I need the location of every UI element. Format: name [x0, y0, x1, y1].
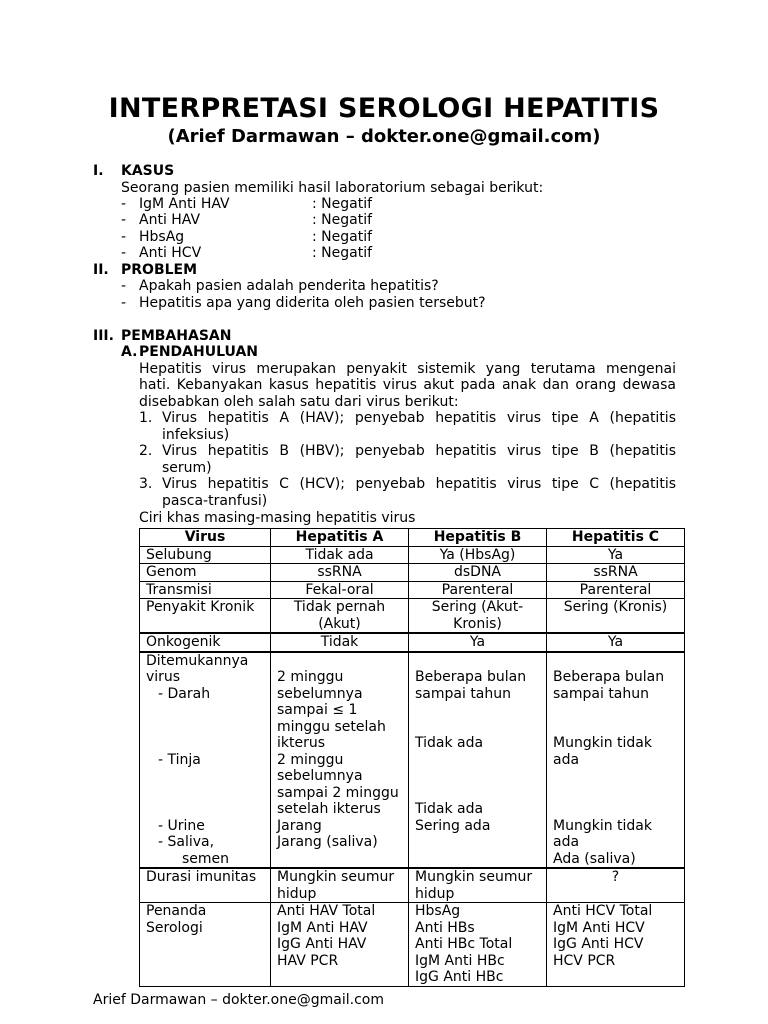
table-cell	[409, 868, 547, 903]
table-cell: Ya	[547, 546, 685, 564]
cell-line	[415, 653, 540, 670]
lab-label: HbsAg	[139, 229, 185, 245]
table-cell: dsDNA	[409, 564, 547, 582]
cell-line	[553, 653, 678, 670]
cell-line: sebelumnya	[277, 768, 363, 784]
cell-line	[553, 768, 678, 785]
row-label: Onkogenik	[140, 633, 271, 652]
document-title: INTERPRETASI SEROLOGI HEPATITIS	[108, 93, 660, 124]
table-cell: Ya	[409, 633, 547, 652]
cell-line	[146, 785, 264, 802]
cell-line: setelah ikterus	[277, 801, 381, 817]
subsection-a-heading: PENDAHULUAN	[139, 344, 258, 360]
cell-line: Mungkin seumur	[277, 869, 395, 885]
cell-line: IgG Anti HBc	[415, 969, 504, 985]
cell-line: HAV PCR	[277, 952, 339, 969]
cell-line: sampai tahun	[415, 685, 512, 702]
row-label: Genom	[140, 564, 271, 582]
cell-line: minggu setelah	[277, 718, 386, 735]
cell-line: Kronis)	[453, 615, 502, 632]
table-cell: Sering (Kronis)	[547, 599, 685, 634]
cell-line: sebelumnya	[277, 685, 363, 702]
cell-line: hidup	[277, 885, 317, 902]
cell-line: HbsAg	[415, 903, 461, 919]
cell-line: Tidak pernah	[293, 599, 386, 615]
subsection-a-number: A.	[121, 344, 138, 360]
cell-line: ada	[553, 751, 580, 768]
cell-line: Mungkin seumur	[415, 869, 533, 885]
cell-line: virus	[146, 669, 181, 685]
page-footer: Arief Darmawan – dokter.one@gmail.com	[93, 992, 384, 1008]
cell-line: IgG Anti HCV	[553, 936, 644, 952]
cell-line: - Tinja	[158, 751, 201, 768]
cell-line	[146, 801, 264, 818]
row-label: Durasi imunitas	[140, 868, 271, 903]
cell-line	[146, 702, 264, 719]
row-label: Penyakit Kronik	[140, 599, 271, 634]
cell-line	[415, 785, 540, 802]
section-1-heading: KASUS	[121, 163, 175, 179]
table-row	[140, 903, 685, 987]
row-label	[140, 652, 271, 869]
list-item-line: Virus hepatitis C (HCV); penyebab hepatitis virus tipe C (hepatitis	[162, 476, 676, 492]
cell-line: 2 minggu	[277, 669, 344, 685]
cell-line: Tidak ada	[415, 735, 484, 751]
table-row	[140, 633, 685, 652]
table-row	[140, 868, 685, 903]
section-3-number: III.	[93, 328, 114, 344]
table-cell: ssRNA	[547, 564, 685, 582]
cell-line: Beberapa bulan	[415, 669, 527, 685]
column-header: Virus	[140, 529, 271, 547]
cell-line: - Saliva,	[158, 834, 215, 850]
cell-line: Penanda	[146, 903, 207, 919]
cell-line: Anti HAV Total	[277, 903, 376, 919]
cell-line: Anti HBc Total	[415, 936, 513, 952]
table-cell	[547, 903, 685, 987]
list-item-line: pasca-tranfusi)	[162, 493, 268, 509]
table-row	[140, 599, 685, 634]
cell-line: Jarang (saliva)	[277, 834, 378, 850]
cell-line: - Darah	[158, 685, 211, 702]
cell-line: Mungkin tidak	[553, 735, 652, 751]
cell-line	[415, 768, 540, 785]
cell-line	[415, 702, 540, 719]
table-cell	[409, 903, 547, 987]
section-2-heading: PROBLEM	[121, 262, 198, 278]
column-header: Hepatitis B	[409, 529, 547, 547]
cell-line: - Urine	[158, 817, 205, 834]
cell-line: sampai ≤ 1	[277, 702, 358, 718]
cell-line	[553, 785, 678, 802]
table-cell	[271, 599, 409, 634]
table-cell: Parenteral	[409, 581, 547, 599]
cell-line: IgM Anti HBc	[415, 952, 505, 969]
cell-line: Tidak ada	[415, 801, 484, 817]
table-cell: Tidak	[271, 633, 409, 652]
paragraph-line: disebabkan oleh salah satu dari virus berikut:	[139, 394, 459, 410]
list-dash: -	[121, 196, 127, 212]
cell-line	[146, 719, 264, 736]
cell-line	[415, 719, 540, 736]
lab-value: : Negatif	[312, 212, 373, 228]
table-cell: ?	[547, 868, 685, 903]
table-cell	[547, 652, 685, 869]
row-label: Transmisi	[140, 581, 271, 599]
document-subtitle: (Arief Darmawan – dokter.one@gmail.com)	[167, 126, 601, 147]
cell-line: Beberapa bulan	[553, 669, 665, 685]
table-cell	[271, 652, 409, 869]
table-cell: Parenteral	[547, 581, 685, 599]
list-item-line: infeksius)	[162, 427, 230, 443]
cell-line: IgM Anti HAV	[277, 919, 368, 936]
cell-line	[415, 752, 540, 769]
cell-line: sampai tahun	[553, 685, 650, 702]
table-header-row	[140, 529, 685, 547]
table-row	[140, 546, 685, 564]
table-row	[140, 652, 685, 869]
cell-line: Anti HCV Total	[553, 903, 653, 919]
table-cell: ssRNA	[271, 564, 409, 582]
list-number: 1.	[139, 410, 153, 426]
list-dash: -	[121, 295, 127, 311]
section-2-number: II.	[93, 262, 109, 278]
cell-line: IgG Anti HAV	[277, 936, 367, 952]
cell-line	[146, 735, 264, 752]
cell-line: Ditemukannya	[146, 652, 249, 669]
cell-line: HCV PCR	[553, 952, 616, 969]
cell-line: sampai 2 minggu	[277, 784, 399, 801]
lab-label: Anti HAV	[139, 212, 201, 228]
table-cell: Ya (HbsAg)	[409, 546, 547, 564]
cell-line: semen	[182, 850, 230, 867]
table-cell: Tidak ada	[271, 546, 409, 564]
cell-line: (Akut)	[318, 615, 361, 632]
list-item-line: serum)	[162, 460, 212, 476]
column-header: Hepatitis A	[271, 529, 409, 547]
hepatitis-comparison-table	[139, 528, 685, 987]
table-cell	[409, 652, 547, 869]
list-dash: -	[121, 229, 127, 245]
section-3-heading: PEMBAHASAN	[121, 328, 232, 344]
table-row	[140, 581, 685, 599]
column-header: Hepatitis C	[547, 529, 685, 547]
list-number: 2.	[139, 443, 153, 459]
cell-line	[277, 653, 402, 670]
list-dash: -	[121, 245, 127, 261]
problem-item: Apakah pasien adalah penderita hepatitis?	[139, 278, 439, 294]
problem-item: Hepatitis apa yang diderita oleh pasien tersebut?	[139, 295, 486, 311]
cell-line: IgM Anti HCV	[553, 919, 645, 936]
cell-line: Ada (saliva)	[553, 850, 636, 867]
table-row	[140, 564, 685, 582]
lab-label: IgM Anti HAV	[139, 196, 230, 212]
table-cell: Ya	[547, 633, 685, 652]
lab-value: : Negatif	[312, 229, 373, 245]
cell-line	[553, 801, 678, 818]
list-item-line: Virus hepatitis A (HAV); penyebab hepatitis virus tipe A (hepatitis	[162, 410, 676, 426]
lab-label: Anti HCV	[139, 245, 202, 261]
cell-line: 2 minggu	[277, 751, 344, 768]
table-cell: Fekal-oral	[271, 581, 409, 599]
list-number: 3.	[139, 476, 153, 492]
table-cell	[409, 599, 547, 634]
list-item-line: Virus hepatitis B (HBV); penyebab hepatitis virus tipe B (hepatitis	[162, 443, 676, 459]
lab-value: : Negatif	[312, 245, 373, 261]
cell-line: Sering (Akut-	[431, 599, 524, 615]
cell-line	[146, 768, 264, 785]
list-dash: -	[121, 212, 127, 228]
table-cell	[271, 903, 409, 987]
cell-line: Anti HBs	[415, 919, 475, 936]
paragraph-line: Hepatitis virus merupakan penyakit sistemik yang terutama mengenai	[139, 361, 676, 377]
cell-line: ikterus	[277, 735, 326, 751]
table-cell	[271, 868, 409, 903]
list-dash: -	[121, 278, 127, 294]
cell-line: ada	[553, 834, 580, 850]
row-label	[140, 903, 271, 987]
row-label: Selubung	[140, 546, 271, 564]
cell-line: hidup	[415, 885, 455, 902]
cell-line	[553, 702, 678, 719]
cell-line: Serologi	[146, 919, 203, 936]
lab-value: : Negatif	[312, 196, 373, 212]
section-1-intro: Seorang pasien memiliki hasil laboratorium sebagai berikut:	[121, 180, 544, 196]
cell-line: Jarang	[277, 817, 322, 834]
table-caption: Ciri khas masing-masing hepatitis virus	[139, 510, 416, 526]
cell-line: Sering ada	[415, 817, 491, 834]
cell-line: Mungkin tidak	[553, 817, 652, 834]
section-1-number: I.	[93, 163, 104, 179]
cell-line	[553, 719, 678, 736]
paragraph-line: hati. Kebanyakan kasus hepatitis virus akut pada anak dan orang dewasa	[139, 377, 676, 393]
